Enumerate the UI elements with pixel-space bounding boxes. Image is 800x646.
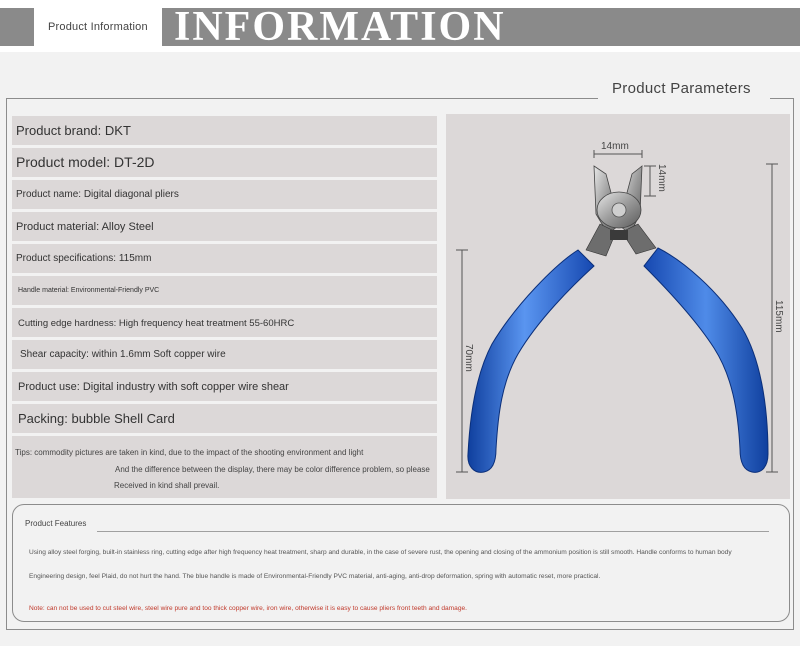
parameters-title-text: Product Parameters: [612, 80, 751, 97]
product-features-box: [12, 504, 790, 622]
features-line-2: Engineering design, feel Plaid, do not hurt the hand. The blue handle is made of Environmental-Friendly PVC material, anti-aging, anti-drop deformation, spring with automatic reset, more practical.: [29, 573, 601, 580]
tips-box: [12, 436, 437, 498]
tips-line-1: Tips: commodity pictures are taken in kind, due to the impact of the shooting environment and light: [15, 448, 364, 457]
param-row-use: [12, 372, 437, 401]
dim-head-height-label: 14mm: [656, 164, 667, 192]
param-row-model: [12, 148, 437, 177]
param-packing-text: Packing: bubble Shell Card: [18, 411, 175, 426]
param-handle-material-text: Handle material: Environmental-Friendly PVC: [18, 287, 160, 294]
param-row-hardness: [12, 308, 437, 337]
param-use-text: Product use: Digital industry with soft copper wire shear: [18, 381, 289, 393]
parameters-title: [598, 78, 770, 104]
param-brand-text: Product brand: DKT: [16, 123, 131, 138]
tab-label: Product Information: [48, 21, 148, 33]
param-row-packing: [12, 404, 437, 433]
product-information-tab[interactable]: [34, 8, 162, 48]
param-row-material: [12, 212, 437, 241]
param-specifications-text: Product specifications: 115mm: [16, 253, 152, 264]
param-hardness-text: Cutting edge hardness: High frequency heat treatment 55-60HRC: [18, 318, 295, 329]
tips-line-3: Received in kind shall prevail.: [114, 481, 220, 490]
param-row-shear-capacity: [12, 340, 437, 369]
pliers-left-handle: [468, 250, 594, 472]
header-band: [0, 0, 800, 60]
information-banner: [170, 8, 800, 46]
product-photo-panel: [446, 114, 790, 499]
param-material-text: Product material: Alloy Steel: [16, 221, 154, 233]
pliers-head: [586, 166, 656, 256]
dimension-head-width: [594, 141, 642, 158]
param-row-name: [12, 180, 437, 209]
param-name-text: Product name: Digital diagonal pliers: [16, 189, 179, 200]
features-divider: [97, 531, 769, 532]
tips-line-2: And the difference between the display, there may be color difference problem, so please: [115, 465, 430, 474]
pliers-right-handle: [644, 248, 768, 472]
dim-total-label: 115mm: [773, 300, 784, 333]
dimension-head-height: [644, 164, 667, 196]
param-shear-capacity-text: Shear capacity: within 1.6mm Soft copper wire: [20, 349, 226, 360]
param-row-handle-material: [12, 276, 437, 305]
param-row-brand: [12, 116, 437, 145]
features-label: Product Features: [25, 519, 87, 528]
banner-word: INFORMATION: [174, 8, 506, 46]
features-line-1: Using alloy steel forging, built-in stainless ring, cutting edge after high frequency heat treatment, sharp and durable, in the case of severe rust, the opening and closing of the ammonium position is still smooth. Handle conforms to human body: [29, 549, 732, 556]
param-model-text: Product model: DT-2D: [16, 154, 155, 170]
pliers-illustration: [446, 114, 790, 499]
param-row-specifications: [12, 244, 437, 273]
dim-handle-label: 70mm: [463, 344, 474, 372]
features-warning-note: Note: can not be used to cut steel wire, steel wire pure and too thick copper wire, iron wire, otherwise it is easy to cause pliers front teeth and damage.: [29, 605, 467, 612]
dim-head-width-label: 14mm: [601, 141, 629, 152]
dimension-total-length: [766, 164, 784, 472]
